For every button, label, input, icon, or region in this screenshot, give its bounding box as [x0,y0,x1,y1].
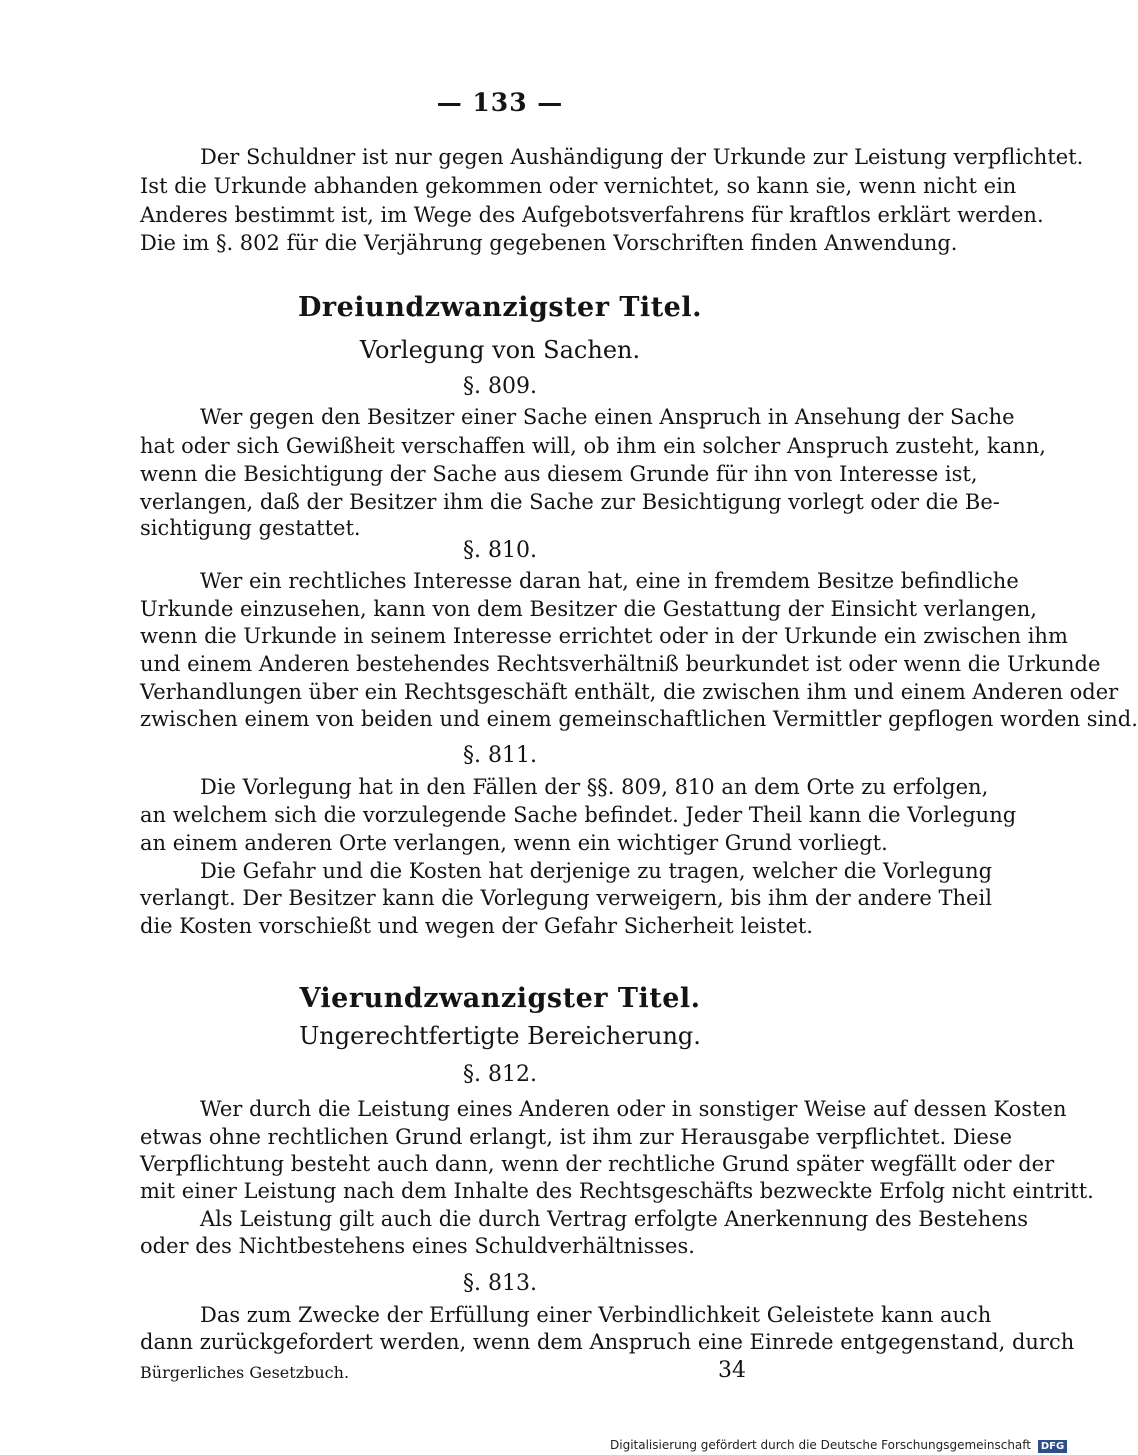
signature-number: 34 [718,1358,746,1383]
text-line: verlangt. Der Besitzer kann die Vorlegung verweigern, bis ihm der andere Theil [140,886,992,910]
text-line: Der Schuldner ist nur gegen Aushändigung der Urkunde zur Leistung verpflichtet. [200,145,1084,169]
section-label: §. 813. [463,1271,537,1296]
title-heading: Dreiundzwanzigster Titel. [297,292,702,323]
text-line: Als Leistung gilt auch die durch Vertrag erfolgte Anerkennung des Bestehens [200,1207,1029,1231]
text-line: Anderes bestimmt ist, im Wege des Aufgebotsverfahrens für kraftlos erklärt werden. [140,203,1044,227]
text-line: Wer ein rechtliches Interesse daran hat, eine in fremdem Besitze befindliche [200,569,1019,593]
section-label: §. 811. [463,743,537,768]
text-line: Wer durch die Leistung eines Anderen oder in sonstiger Weise auf dessen Kosten [200,1097,1067,1121]
text-line: etwas ohne rechtlichen Grund erlangt, ist ihm zur Herausgabe verpflichtet. Diese [140,1125,1013,1149]
book-title-footer: Bürgerliches Gesetzbuch. [140,1363,350,1382]
text-line: Verpflichtung besteht auch dann, wenn der rechtliche Grund später wegfällt oder der [140,1152,1055,1176]
text-line: zwischen einem von beiden und einem gemeinschaftlichen Vermittler gepflogen worden sind. [140,707,1138,731]
text-line: Wer gegen den Besitzer einer Sache einen Anspruch in Ansehung der Sache [200,405,1015,429]
title-subheading: Ungerechtfertigte Bereicherung. [299,1022,701,1050]
text-line: Das zum Zwecke der Erfüllung einer Verbindlichkeit Geleistete kann auch [200,1303,992,1327]
text-line: hat oder sich Gewißheit verschaffen will, ob ihm ein solcher Anspruch zusteht, kann, [140,434,1046,458]
title-subheading: Vorlegung von Sachen. [359,336,641,364]
digitization-credit [610,1438,1067,1453]
text-line: mit einer Leistung nach dem Inhalte des Rechtsgeschäfts bezweckte Erfolg nicht eintritt. [140,1179,1094,1203]
page-number: — 133 — [436,88,564,117]
section-label: §. 812. [463,1062,537,1087]
text-line: wenn die Besichtigung der Sache aus diesem Grunde für ihn von Interesse ist, [140,462,978,486]
text-line: Verhandlungen über ein Rechtsgeschäft enthält, die zwischen ihm und einem Anderen oder [140,680,1119,704]
text-line: dann zurückgefordert werden, wenn dem Anspruch eine Einrede entgegenstand, durch [140,1330,1075,1354]
text-line: Ist die Urkunde abhanden gekommen oder vernichtet, so kann sie, wenn nicht ein [140,174,1017,198]
text-line: oder des Nichtbestehens eines Schuldverhältnisses. [140,1234,695,1258]
text-line: Urkunde einzusehen, kann von dem Besitzer die Gestattung der Einsicht verlangen, [140,597,1037,621]
section-label: §. 810. [463,538,537,563]
text-line: und einem Anderen bestehendes Rechtsverhältniß beurkundet ist oder wenn die Urkunde [140,652,1101,676]
text-line: verlangen, daß der Besitzer ihm die Sache zur Besichtigung vorlegt oder die Be- [140,490,1000,514]
section-label: §. 809. [463,374,537,399]
text-line: an welchem sich die vorzulegende Sache befindet. Jeder Theil kann die Vorlegung [140,803,1017,827]
text-line: Die Vorlegung hat in den Fällen der §§. 809, 810 an dem Orte zu erfolgen, [200,775,989,799]
text-line: an einem anderen Orte verlangen, wenn ein wichtiger Grund vorliegt. [140,831,888,855]
text-line: wenn die Urkunde in seinem Interesse errichtet oder in der Urkunde ein zwischen ihm [140,624,1068,648]
title-heading: Vierundzwanzigster Titel. [299,983,701,1014]
dfg-logo-icon: DFG [1038,1440,1067,1453]
text-line: Die Gefahr und die Kosten hat derjenige zu tragen, welcher die Vorlegung [200,859,993,883]
text-line: sichtigung gestattet. [140,516,361,540]
text-line: die Kosten vorschießt und wegen der Gefahr Sicherheit leistet. [140,914,813,938]
digitization-note: Digitalisierung gefördert durch die Deutsche Forschungsgemeinschaft [610,1438,1032,1452]
text-line: Die im §. 802 für die Verjährung gegebenen Vorschriften finden Anwendung. [140,231,958,255]
